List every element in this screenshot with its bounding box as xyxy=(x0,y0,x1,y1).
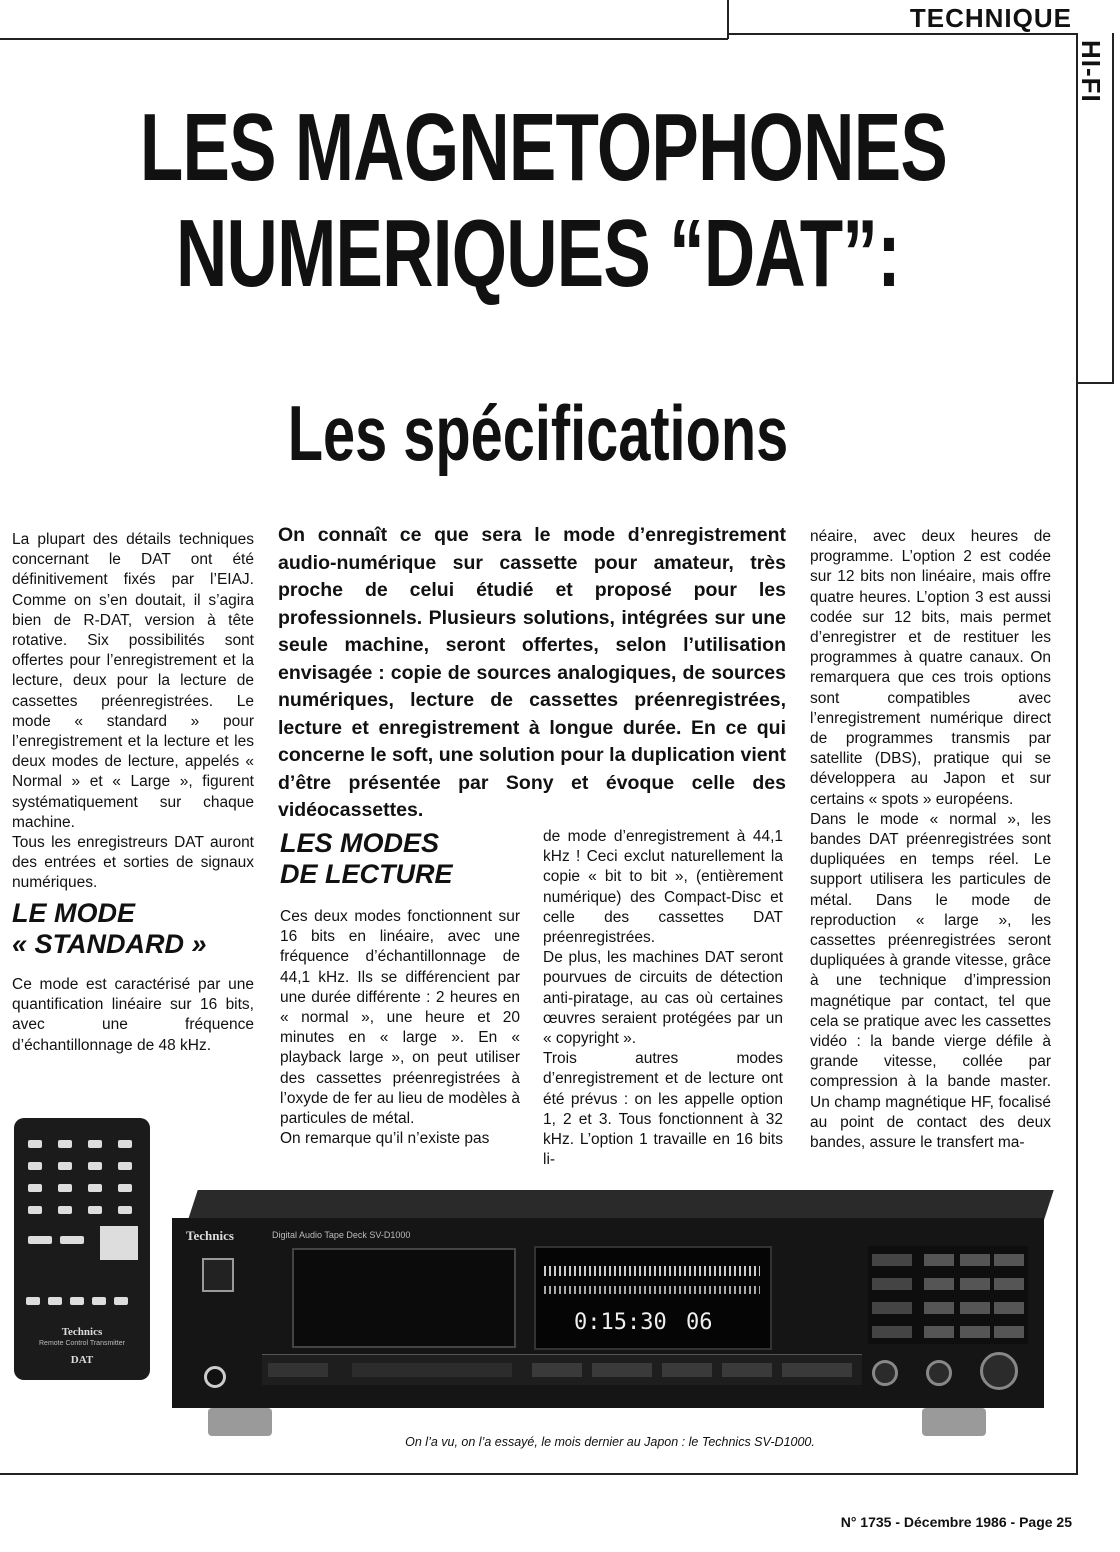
col3-paragraph-1: de mode d’enregistrement à 44,1 kHz ! Ceci exclut naturellement la copie « bit to bit », (entièrement numérique) des Compact-Disc et celle des cassettes DAT préenregistrées. xyxy=(543,828,783,947)
display-time: 0:15:30 xyxy=(574,1310,667,1335)
title-line-2: NUMERIQUES “DAT”: xyxy=(175,200,901,307)
remote-dat-label: DAT xyxy=(70,1354,94,1366)
column-1 xyxy=(12,530,254,894)
col3-paragraph-3: Trois autres modes d’enregistrement et de lecture ont été prévus : on les appelle option 1, 2 et 3. Tous fonctionnent à 32 kHz. L’option 1 travaille en 16 bits li- xyxy=(543,1050,783,1169)
heading-mode-standard-line-1: LE MODE xyxy=(12,898,136,928)
col2-paragraph-1: Ces deux modes fonctionnent sur 16 bits en linéaire, avec une fréquence d’échantillonnage de 44,1 kHz. Ils se différencient par une durée différente : 2 heures en « normal », une heure et 20 minutes en « large ». En « playback large », on peut utiliser des cassettes préenregistrées à l’oxyde de fer au lieu de modèles à particules de métal. xyxy=(280,908,520,1128)
deck-brand: Technics xyxy=(186,1228,234,1243)
remote-label: Remote Control Transmitter xyxy=(39,1340,125,1347)
col1-paragraph-2: Tous les enregistreurs DAT auront des entrées et sorties de signaux numériques. xyxy=(12,834,254,892)
col2-paragraph-2: On remarque qu’il n’existe pas xyxy=(280,1130,490,1148)
display-panel xyxy=(534,1246,772,1350)
column-4 xyxy=(810,527,1051,1153)
level-meter xyxy=(544,1266,760,1276)
col1-paragraph-3: Ce mode est caractérisé par une quantification linéaire sur 16 bits, avec une fréquence d’échantillonnage de 48 kHz. xyxy=(12,976,254,1054)
subtitle: Les spécifications xyxy=(287,389,789,477)
page-footer: N° 1735 - Décembre 1986 - Page 25 xyxy=(840,1514,1072,1530)
tab-frame-bottom xyxy=(1076,382,1114,384)
heading-mode-standard-line-2: « STANDARD » xyxy=(12,929,207,959)
tab-frame-right xyxy=(1112,33,1114,383)
bottom-rule xyxy=(0,1473,1078,1475)
dat-deck xyxy=(172,1218,1044,1408)
photo-caption: On l’a vu, on l’a essayé, le mois dernier au Japon : le Technics SV-D1000. xyxy=(405,1435,815,1449)
input-knob-1[interactable] xyxy=(872,1360,898,1386)
power-button[interactable] xyxy=(202,1258,234,1292)
col4-paragraph-1: néaire, avec deux heures de programme. L’option 2 est codée sur 12 bits non linéaire, mais offre quatre heures. L’option 3 est aussi codée sur 12 bits, mais permet d’enregistrer et de restituer les programmes à quatre canaux. On remarquera que ces trois options sont compatibles avec l’enregistrement numérique direct de programmes transmis par satellite (DBS), pratique qui se développera au Japon et sur certains « spots » européens. xyxy=(810,528,1051,808)
deck-foot-right xyxy=(922,1408,986,1436)
chapo: On connaît ce que sera le mode d’enregistrement audio-numérique sur cassette pour amateur, très proche de celui étudié et proposé pour les professionnels. Plusieurs solutions, intégrées sur une seule machine, seront offertes, selon l’utilisation envisagée : copie de sources analogiques, de sources numériques, lecture de cassettes préenregistrées, lecture et enregistrement à longue durée. En ce qui concerne le soft, une solution pour la duplication vient d’être présentée par Sony et évoque celle des vidéocassettes. xyxy=(278,524,786,821)
level-meter-2 xyxy=(544,1286,760,1294)
column-3 xyxy=(543,827,783,1170)
remote-control xyxy=(14,1118,150,1380)
top-rule xyxy=(0,38,728,40)
heading-modes-lecture xyxy=(280,828,530,890)
remote-transport-row xyxy=(22,1290,142,1312)
input-knob-2[interactable] xyxy=(926,1360,952,1386)
function-buttons xyxy=(868,1246,1028,1344)
hifi-tab: HI-FI xyxy=(1076,40,1106,103)
display-track: 06 xyxy=(686,1310,713,1335)
volume-knob[interactable] xyxy=(980,1352,1018,1390)
col1-paragraph-1: La plupart des détails techniques concernant le DAT ont été définitivement fixés par l’EIAJ. Comme on s’en doutait, il s’agira bien de R-DAT, version à tête rotative. Six possibilités sont offertes pour l’enregistrement et la lecture, deux pour la lecture de cassettes préenregistrées. Le mode « standard » pour l’enregistrement et la lecture et les deux modes de lecture, appelés « Normal » et « Large », figurent systématiquement sur chaque machine. xyxy=(12,531,254,831)
title-line-1: LES MAGNETOPHONES xyxy=(139,94,948,201)
remote-brand: Technics xyxy=(61,1326,103,1338)
deck-top xyxy=(188,1190,1054,1220)
deck-foot-left xyxy=(208,1408,272,1436)
column-2 xyxy=(280,907,520,1149)
heading-modes-lecture-line-2: DE LECTURE xyxy=(280,859,453,889)
remote-keypad xyxy=(22,1132,142,1272)
col3-paragraph-2: De plus, les machines DAT seront pourvues de circuits de détection anti-piratage, au cas où certaines œuvres seraient protégées par un « copyright ». xyxy=(543,949,783,1048)
heading-modes-lecture-line-1: LES MODES xyxy=(280,828,440,858)
transport-bar xyxy=(262,1354,862,1385)
cassette-door xyxy=(292,1248,516,1348)
headphone-jack[interactable] xyxy=(204,1366,226,1388)
col4-paragraph-2: Dans le mode « normal », les bandes DAT préenregistrées sont dupliquées en temps réel. Le support utilisera les particules de métal. Dans le mode de reproduction « large », les cassettes préenregistrées seront dupliquées à grande vitesse, grâce à une technique d’impression magnétique par contact, tel que cela se pratique avec les cassettes vidéo : la bande vierge défile à grande vitesse, collée par compression à la bande master. Un champ magnétique HF, focalisé au point de contact des deux bandes, assure le transfert ma- xyxy=(810,810,1051,1152)
right-frame xyxy=(1076,33,1078,1475)
section-label: TECHNIQUE xyxy=(909,3,1072,33)
deck-model-label: Digital Audio Tape Deck SV-D1000 xyxy=(272,1230,411,1240)
heading-mode-standard xyxy=(12,898,262,960)
